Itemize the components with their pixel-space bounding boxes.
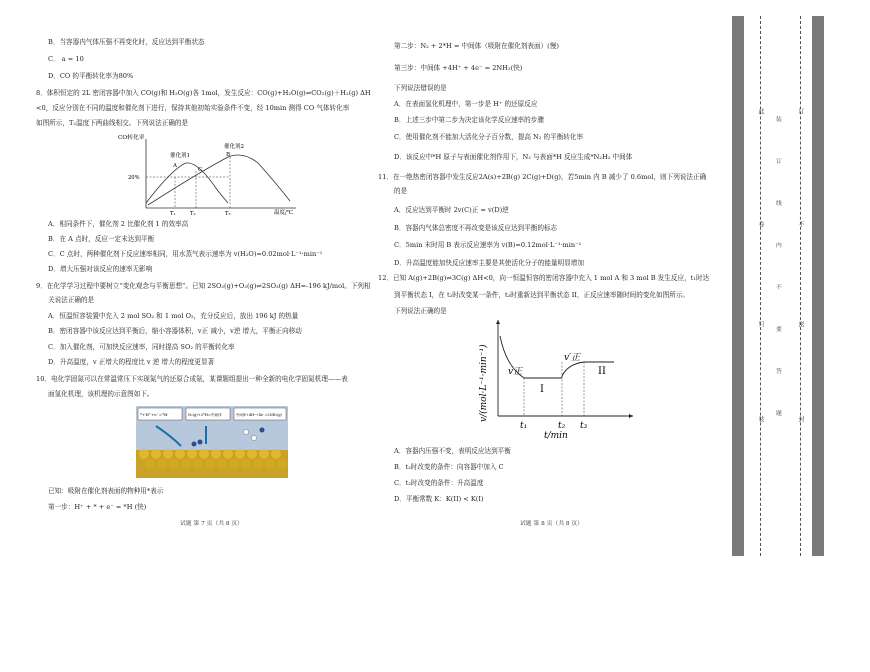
q10-option-d: D．该反应中*H 原子与表面催化剂作用下，N₂ 与表面*H 反应生成*N₂H₂ 中间体: [394, 153, 633, 161]
fig3-x-arrow: [629, 414, 633, 418]
fig1-x-label: 温度/℃: [274, 210, 294, 215]
q7-option-c: C． a = 10: [48, 55, 84, 63]
q11-stem-line1: 11．在一绝热密闭容器中发生反应2A(s)+2B(g) 2C(g)+D(g)，若5min 内 B 减少了 0.6mol，则下列说法正确: [378, 173, 707, 181]
strip-label-4: 装: [757, 416, 764, 422]
q11-stem-line2: 的是: [394, 187, 408, 195]
fig1-catalyst2-label: 催化剂2: [224, 144, 244, 150]
binding-strip: [722, 16, 832, 556]
fig1-t3-label: T₃: [225, 211, 231, 215]
strip-word-2: 订: [776, 159, 782, 165]
q9-option-c: C．加入催化剂，可加快反应速率，同时提高 SO₂ 的平衡转化率: [48, 343, 235, 351]
q9-stem-line1: 9．在化学学习过程中要树立“变化观念与平衡思想”。已知 2SO₂(g)+O₂(g)⇌2SO₃(g) ΔH=-196 kJ/mol。下列相: [36, 282, 371, 290]
strip-label-6: 不: [797, 221, 804, 227]
q10-step2: 第二步：N₂ + 2*H = 中间体（吸附在催化剂表面）(慢): [394, 42, 559, 50]
q12-option-b: B．t₂时改变的条件：向容器中加入 C: [394, 463, 504, 471]
q10-option-a: A．在表面氢化机理中，第一步是 H⁺ 的还原反应: [394, 100, 538, 108]
q9-option-a: A．恒温恒容装置中充入 2 mol SO₂ 和 1 mol O₂，充分反应后，放出 196 kJ 的热量: [48, 312, 299, 320]
q8-stem-line2: <0，反应分别在不同的温度和催化剂下进行，保持其他初始实验条件不变，经 10min 测得 CO 气体转化率: [36, 104, 350, 112]
binding-bar-right: [812, 16, 824, 556]
fig3-t1-label: t₁: [520, 421, 528, 431]
strip-word-7: 答: [776, 369, 782, 375]
fig1-t2-label: T₂: [190, 211, 196, 215]
fig1-point-a: A: [173, 163, 177, 169]
fig3-y-label: v/(mol·L⁻¹·min⁻¹): [479, 344, 489, 422]
hydrogen-atom-2: [252, 436, 257, 441]
q8-option-a: A．相同条件下，催化剂 2 比催化剂 1 的效率高: [48, 220, 189, 228]
q11-option-a: A．反应达到平衡时 2v(C)正 = v(D)逆: [394, 206, 509, 214]
q11-option-c: C．5min 末时用 B 表示反应速率为 v(B)=0.12mol·L⁻¹·min⁻¹: [394, 241, 582, 249]
q8-option-c: C．C 点时，两种催化剂下反应速率相同，用水蒸气表示速率为 v(H₂O)=0.02mol·L⁻¹·min⁻¹: [48, 250, 323, 258]
q10-note: 已知：吸附在催化剂表面的物种用*表示: [48, 487, 164, 495]
q12-option-c: C．t₂时改变的条件：升高温度: [394, 479, 484, 487]
strip-word-1: 装: [776, 117, 782, 123]
nitrogen-atom-1: [192, 442, 197, 447]
q10-step3: 第三步：中间体 +4H⁺ + 4e⁻ = 2NH₃(快): [394, 64, 523, 72]
forward-rate-curve-2: [562, 362, 614, 378]
fig3-t3-label: t₃: [580, 421, 588, 431]
q10-option-c: C．使用催化剂不能加大活化分子百分数，提高 N₂ 的平衡转化率: [394, 133, 584, 141]
step3-box-text: 中间体+4H⁺+4e⁻=2NH₃(g): [236, 413, 282, 417]
q12-stem-line1: 12．已知 A(g)+2B(g)⇌3C(g) ΔH<0，向一恒温恒容的密闭容器中充入 1 mol A 和 3 mol B 发生反应，t₁时达: [378, 274, 710, 282]
strip-label-5: 订: [797, 108, 804, 114]
strip-word-4: 内: [776, 243, 782, 249]
ammonia-atom: [260, 428, 265, 433]
q12-stem-line3: 下列说法正确的是: [394, 307, 447, 315]
q8-stem-line3: 如图所示，T₂温度下两曲线相交。下列说法正确的是: [36, 119, 189, 127]
strip-label-3: 只: [757, 321, 764, 327]
catalyst2-curve: [148, 155, 290, 205]
catalyst-surface-atoms: [136, 449, 288, 478]
left-page-footer: 试题 第 7 页（共 8 页）: [180, 521, 243, 527]
q10-question-lead: 下列说法错误的是: [394, 84, 447, 92]
q9-option-d: D．升高温度，v 正增大的程度比 v 逆 增大的程度更显著: [48, 358, 215, 366]
fig1-20pct-label: 20%: [128, 175, 140, 181]
fig3-v-forward-prime-label: v′正: [564, 353, 581, 363]
strip-word-5: 不: [776, 285, 782, 291]
nitrogen-atom-2: [198, 440, 203, 445]
fig1-t1-label: T₁: [170, 211, 176, 215]
q8-stem-line1: 8．体积恒定的 2L 密闭容器中加入 CO(g)和 H₂O(g)各 1mol，发生反应：CO(g)+H₂O(g)⇌CO₂(g)＋H₂(g) ΔH: [36, 89, 371, 97]
q12-stem-line2: 到平衡状态 I，在 t₂时改变某一条件，t₃时重新达到平衡状态 II，正反应速率随时间的变化如图所示。: [394, 291, 690, 299]
fig1-y-label: CO转化率: [118, 135, 145, 141]
q7-option-d: D．CO 的平衡转化率为80%: [48, 72, 134, 80]
q12-option-a: A．容器内压强不变，表明反应达到平衡: [394, 447, 511, 455]
catalyst1-curve: [146, 163, 228, 203]
fig3-t2-label: t₂: [558, 421, 566, 431]
hydrogen-atom-1: [244, 430, 249, 435]
co-conversion-figure: [118, 133, 304, 215]
q9-stem-line2: 关说法正确的是: [48, 296, 95, 304]
q10-stem-line1: 10．电化学固氮可以在常温常压下实现氮气的还原合成氨，某课题组提出一种全新的电化学固氮机理——表: [36, 375, 348, 383]
q11-option-d: D．升高温度能加快反应速率主要是其使活化分子的能量明显增加: [394, 259, 584, 267]
strip-label-1: 此: [757, 108, 764, 114]
fig3-y-arrow: [496, 320, 500, 324]
q7-option-b: B．当容器内气体压强不再变化时，反应达到平衡状态: [48, 38, 205, 46]
q9-option-b: B．密闭容器中该反应达到平衡后，缩小容器体积，v正 减小，v逆 增大，平衡正向移动: [48, 327, 302, 335]
strip-word-3: 线: [776, 201, 782, 207]
rate-time-figure: [478, 316, 638, 442]
binding-bar-left: [732, 16, 744, 556]
q10-stem-line2: 面氢化机理，该机理的示意图如下。: [48, 390, 154, 398]
fig1-point-b: B: [226, 152, 231, 158]
fig3-region-1: I: [540, 384, 544, 395]
q11-option-b: B．容器内气体总密度不再改变是该反应达到平衡的标志: [394, 224, 558, 232]
strip-label-2: 卷: [757, 221, 764, 227]
step1-box-text: *+H⁺+e⁻=*H: [140, 412, 168, 417]
seal-line-inner: [800, 16, 801, 556]
fig1-catalyst1-label: 催化剂1: [170, 153, 190, 159]
strip-label-8: 封: [797, 416, 804, 422]
right-page-footer: 试题 第 8 页（共 8 页）: [520, 521, 583, 527]
fig3-region-2: II: [598, 366, 606, 377]
fig3-x-label: t/min: [544, 431, 568, 441]
step2-box-text: N₂(g)+2*H=中间体: [188, 413, 222, 417]
surface-hydrogenation-figure: [136, 406, 288, 478]
q10-option-b: B．上述三步中第二步为决定该化学反应速率的步骤: [394, 116, 544, 124]
q12-option-d: D．平衡常数 K：K(II) < K(I): [394, 495, 484, 503]
fig3-v-forward-label: v正: [508, 367, 523, 377]
q8-option-b: B．在 A 点时，反应一定未达到平衡: [48, 235, 155, 243]
q10-step1: 第一步：H⁺ + * + e⁻ = *H (快): [48, 503, 147, 511]
q8-option-d: D．增大压强对该反应的速率无影响: [48, 265, 153, 273]
strip-word-8: 题: [776, 411, 782, 417]
seal-line-outer: [760, 16, 761, 556]
fig1-point-c: C: [198, 167, 203, 173]
strip-label-7: 密: [797, 321, 804, 327]
strip-word-6: 要: [776, 327, 782, 333]
